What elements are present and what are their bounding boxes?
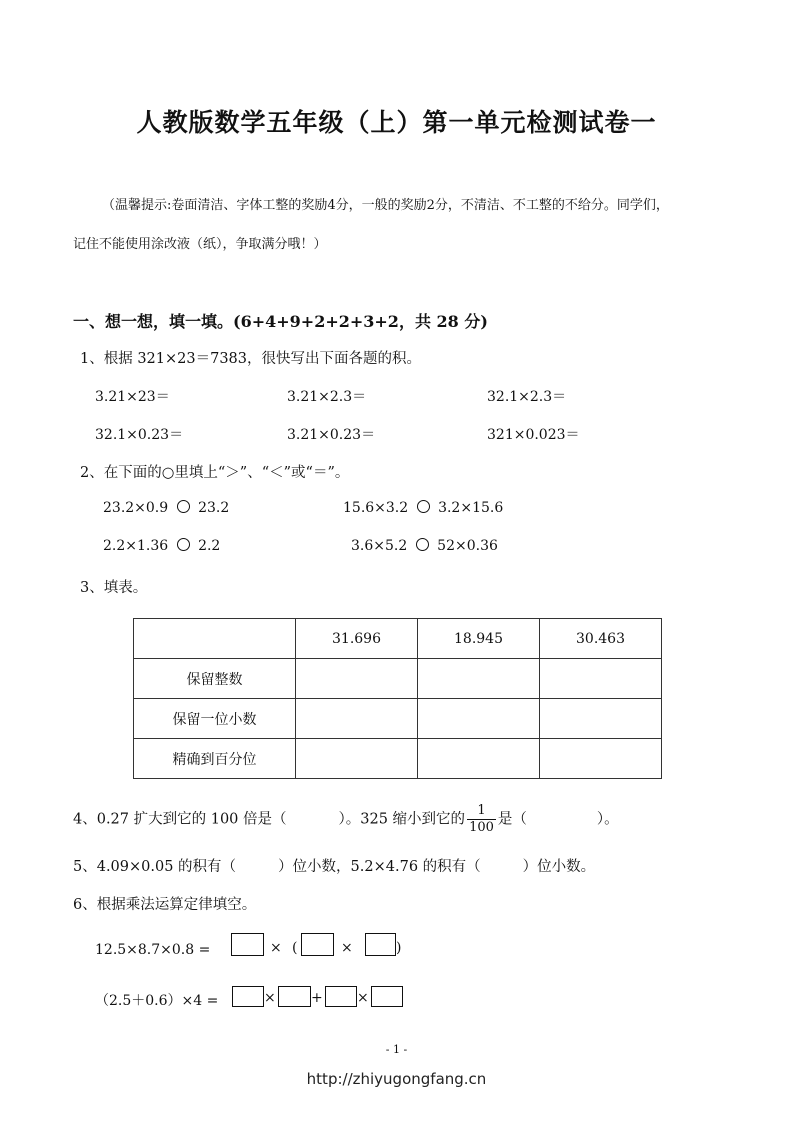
fraction-denominator: 100 [469, 820, 494, 835]
q1-item: 32.1×2.3＝ [487, 389, 567, 405]
answer-cell[interactable] [540, 699, 662, 739]
q2-right-expr: 2.2 [198, 538, 221, 554]
table-row-label: 保留整数 [134, 659, 296, 699]
rounding-table [133, 618, 662, 779]
fraction [467, 803, 496, 836]
table-row [134, 659, 662, 699]
fraction-numerator: 1 [467, 803, 496, 820]
q5-part-3: ）位小数。 [522, 859, 596, 875]
table-header-cell: 30.463 [540, 619, 662, 659]
q2-right-expr: 3.2×15.6 [438, 500, 504, 516]
times-sign: × [341, 940, 353, 956]
q2-right-expr: 52×0.36 [437, 538, 498, 554]
compare-circle-blank[interactable] [416, 538, 429, 551]
answer-cell[interactable] [296, 739, 418, 779]
q2-left-expr: 2.2×1.36 [103, 538, 169, 554]
page-number: - 1 - [385, 1043, 408, 1056]
table-header-cell [134, 619, 296, 659]
page-title: 人教版数学五年级（上）第一单元检测试卷一 [136, 108, 657, 137]
q1-item: 321×0.023＝ [487, 427, 580, 443]
answer-box[interactable] [365, 933, 396, 956]
q2-compare-row [103, 538, 220, 554]
compare-circle-blank[interactable] [177, 538, 190, 551]
tip-line-2: 记住不能使用涂改液（纸），争取满分哦！） [73, 237, 327, 252]
answer-box[interactable] [325, 986, 357, 1007]
answer-box[interactable] [278, 986, 311, 1007]
q5-part-1: 5、4.09×0.05 的积有（ [73, 859, 237, 875]
tip-line-1: （温馨提示:卷面清洁、字体工整的奖励4分，一般的奖励2分，不清洁、不工整的不给分。同学们， [102, 198, 669, 213]
times-sign: × [270, 940, 282, 956]
footer-url[interactable]: http://zhiyugongfang.cn [306, 1070, 487, 1088]
answer-box[interactable] [232, 986, 264, 1007]
answer-cell[interactable] [418, 699, 540, 739]
answer-box[interactable] [371, 986, 403, 1007]
q4-part-2: ）。325 缩小到它的 [338, 811, 466, 828]
q1-text: 1、根据 321×23＝7383，很快写出下面各题的积。 [80, 351, 422, 367]
right-paren: ) [396, 940, 402, 956]
q3-text: 3、填表。 [80, 580, 148, 596]
q6-expr-1: 12.5×8.7×0.8 = [95, 942, 211, 958]
compare-circle-blank[interactable] [417, 500, 430, 513]
left-paren: ( [292, 940, 298, 956]
q1-item: 3.21×2.3＝ [287, 389, 367, 405]
times-sign: × [264, 990, 276, 1006]
q2-compare-row [351, 538, 498, 554]
answer-box[interactable] [231, 933, 264, 956]
answer-cell[interactable] [296, 699, 418, 739]
table-row [134, 699, 662, 739]
q2-compare-row [343, 500, 503, 516]
q2-compare-row [103, 500, 229, 516]
q2-left-expr: 15.6×3.2 [343, 500, 409, 516]
answer-box[interactable] [301, 933, 334, 956]
table-header-cell: 31.696 [296, 619, 418, 659]
table-row [134, 739, 662, 779]
q4-part-3: 是（ [497, 811, 527, 828]
answer-cell[interactable] [540, 659, 662, 699]
q4-part-1: 4、0.27 扩大到它的 100 倍是（ [73, 811, 287, 828]
q1-item: 32.1×0.23＝ [95, 427, 184, 443]
plus-sign: + [311, 990, 323, 1006]
q2-right-expr: 23.2 [198, 500, 230, 516]
q6-text: 6、根据乘法运算定律填空。 [73, 897, 257, 913]
table-header-cell: 18.945 [418, 619, 540, 659]
q6-expr-2: （2.5＋0.6）×4 = [95, 993, 219, 1009]
q1-item: 3.21×0.23＝ [287, 427, 376, 443]
answer-cell[interactable] [296, 659, 418, 699]
q2-left-expr: 23.2×0.9 [103, 500, 169, 516]
table-header-row [134, 619, 662, 659]
q1-item: 3.21×23＝ [95, 389, 170, 405]
answer-cell[interactable] [540, 739, 662, 779]
answer-cell[interactable] [418, 739, 540, 779]
q2-text: 2、在下面的○里填上“＞”、“＜”或“＝”。 [80, 465, 350, 481]
section-1-heading: 一、想一想，填一填。(6+4+9+2+2+3+2，共 28 分) [73, 312, 488, 331]
q5-part-2: ）位小数，5.2×4.76 的积有（ [278, 859, 481, 875]
compare-circle-blank[interactable] [177, 500, 190, 513]
times-sign: × [357, 990, 369, 1006]
answer-cell[interactable] [418, 659, 540, 699]
q5-line [73, 855, 595, 876]
q4-part-4: ）。 [596, 811, 619, 828]
table-row-label: 精确到百分位 [134, 739, 296, 779]
q2-left-expr: 3.6×5.2 [351, 538, 408, 554]
table-row-label: 保留一位小数 [134, 699, 296, 739]
q4-line [73, 803, 619, 836]
